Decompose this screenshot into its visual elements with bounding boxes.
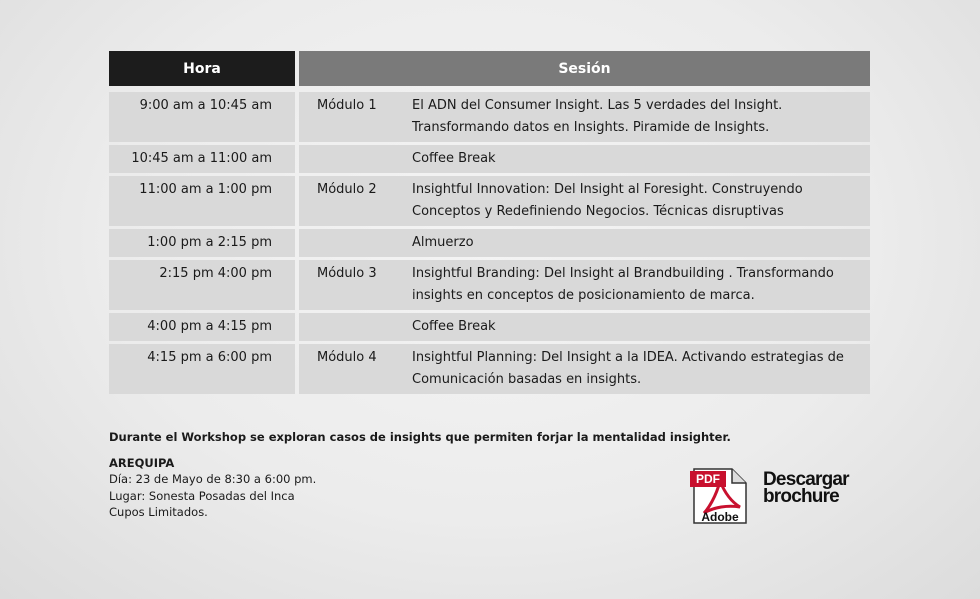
pdf-adobe-icon [690, 467, 748, 525]
table-row [109, 344, 870, 394]
schedule-table [109, 51, 870, 397]
download-label-line2: brochure [763, 486, 839, 507]
table-row [109, 229, 870, 257]
row-description: Almuerzo [412, 235, 474, 250]
download-brochure-button[interactable] [690, 467, 875, 525]
table-row [109, 92, 870, 142]
event-capacity: Cupos Limitados. [109, 505, 208, 519]
row-time: 2:15 pm 4:00 pm [109, 260, 295, 310]
row-description: El ADN del Consumer Insight. Las 5 verdades del Insight. Transformando datos en Insights. Piramide de Insights. [412, 98, 783, 135]
row-description: Coffee Break [412, 319, 496, 334]
download-label [763, 471, 849, 505]
event-date: Día: 23 de Mayo de 8:30 a 6:00 pm. [109, 472, 317, 486]
event-venue: Lugar: Sonesta Posadas del Inca [109, 488, 295, 503]
row-description: Insightful Planning: Del Insight a la IDEA. Activando estrategias de Comunicación basadas en insights. [412, 350, 844, 387]
header-sesion: Sesión [299, 51, 870, 86]
table-row [109, 176, 870, 226]
row-session [299, 344, 870, 394]
row-description: Insightful Innovation: Del Insight al Foresight. Construyendo Conceptos y Redefiniendo Negocios. Técnicas disruptivas [412, 182, 803, 219]
row-module [299, 232, 412, 254]
table-row [109, 260, 870, 310]
row-module: Módulo 3 [317, 266, 377, 281]
row-module: Módulo 2 [317, 182, 377, 197]
row-time: 9:00 am a 10:45 am [109, 92, 295, 142]
table-row [109, 313, 870, 341]
row-module: Módulo 4 [317, 350, 377, 365]
workshop-description: Durante el Workshop se exploran casos de insights que permiten forjar la mentalidad insighter. [109, 430, 731, 444]
row-session [299, 313, 870, 341]
row-session [299, 229, 870, 257]
row-module [299, 316, 412, 338]
table-row [109, 145, 870, 173]
row-module [299, 148, 412, 170]
row-time: 11:00 am a 1:00 pm [109, 176, 295, 226]
event-info [109, 429, 731, 521]
row-time: 10:45 am a 11:00 am [109, 145, 295, 173]
row-session [299, 145, 870, 173]
row-session [299, 92, 870, 142]
row-session [299, 260, 870, 310]
adobe-label: Adobe [701, 510, 739, 524]
header-hora: Hora [109, 51, 295, 86]
table-header [109, 51, 870, 86]
pdf-label: PDF [696, 472, 720, 486]
row-session [299, 176, 870, 226]
table-body [109, 92, 870, 394]
row-time: 4:15 pm a 6:00 pm [109, 344, 295, 394]
row-time: 1:00 pm a 2:15 pm [109, 229, 295, 257]
row-description: Coffee Break [412, 151, 496, 166]
event-city: AREQUIPA [109, 455, 175, 470]
row-time: 4:00 pm a 4:15 pm [109, 313, 295, 341]
download-label-line1: Descargar [763, 469, 849, 490]
row-module: Módulo 1 [317, 98, 377, 113]
row-description: Insightful Branding: Del Insight al Brandbuilding . Transformando insights en conceptos de posicionamiento de marca. [412, 266, 834, 303]
